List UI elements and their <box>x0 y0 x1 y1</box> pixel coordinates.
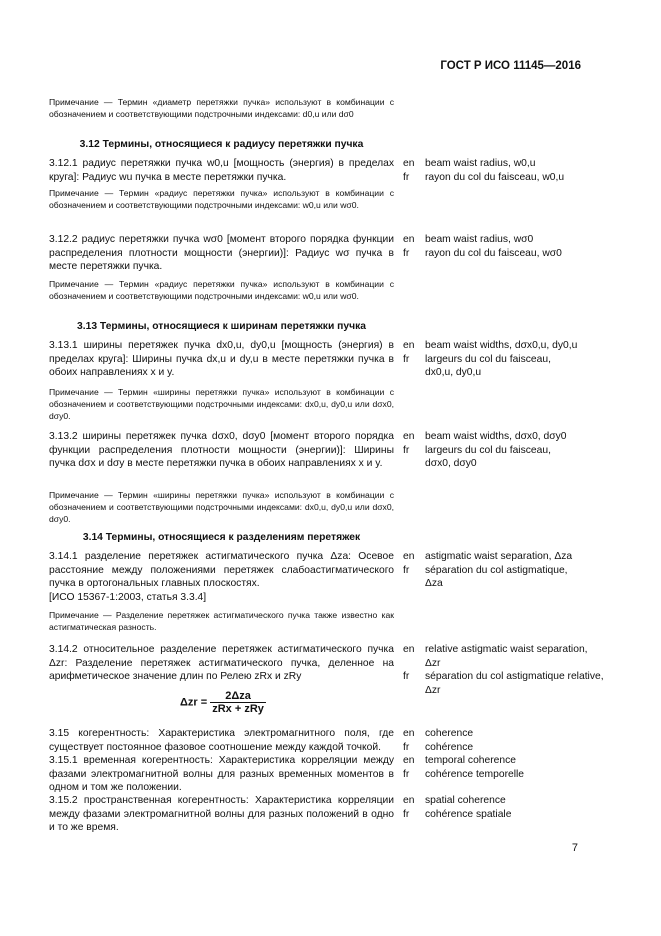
english-term: astigmatic waist separation, Δza <box>425 551 573 562</box>
english-term: temporal coherence <box>425 755 517 766</box>
lang-fr: fr <box>403 741 410 753</box>
equivalents-3-13-2 <box>425 430 605 471</box>
lang-codes <box>403 233 417 260</box>
lang-fr: fr <box>403 247 410 259</box>
term-3-14-2 <box>49 643 394 684</box>
term-3-15-2 <box>49 794 394 835</box>
lang-en: en <box>403 728 415 739</box>
equivalents-3-13-1 <box>425 339 605 380</box>
lang-codes <box>403 727 417 754</box>
equivalents-3-15 <box>425 727 605 754</box>
term-text: 3.15 когерентность: Характеристика электромагнитного поля, где существует постоянное фазовое соотношение между каждой точкой. <box>49 728 394 753</box>
note-3-13-1 <box>49 386 394 422</box>
lang-codes <box>403 754 417 781</box>
french-term-symbols: Δza <box>425 578 443 590</box>
note-text: Примечание — Термин «радиус перетяжки пучка» используют в комбинации с обозначением и соответствующими подстрочными индексами: w0,u или wσ0. <box>49 279 394 301</box>
formula-relative-waist-separation <box>180 690 266 715</box>
formula-denominator: zRx + zRy <box>212 703 264 715</box>
lang-codes <box>403 794 417 821</box>
lang-fr: fr <box>403 444 410 456</box>
lang-fr: fr <box>403 808 410 820</box>
term-3-13-2 <box>49 430 394 471</box>
english-term: beam waist radius, w0,u <box>425 158 536 169</box>
equivalents-3-12-2 <box>425 233 605 260</box>
term-text: 3.13.1 ширины перетяжек пучка dx0,u, dy0,u [мощность (энергия) в пределах круга]: Ширины пучка dx,u и dy,u в месте перетяжки пучка в обоих направлениях x и y. <box>49 340 394 379</box>
term-3-15 <box>49 727 394 754</box>
lang-codes <box>403 643 417 684</box>
french-term: séparation du col astigmatique, <box>425 564 568 576</box>
term-text: 3.12.1 радиус перетяжки пучка w0,u [мощность (энергия) в пределах круга]: Радиус wu пучка в месте перетяжки пучка. <box>49 158 394 183</box>
lang-fr: fr <box>403 768 410 780</box>
english-term: beam waist radius, wσ0 <box>425 234 534 245</box>
lang-en: en <box>403 795 415 806</box>
lang-en: en <box>403 340 415 351</box>
lang-en: en <box>403 158 415 169</box>
formula-fraction <box>210 690 266 715</box>
term-text: 3.12.2 радиус перетяжки пучка wσ0 [момент второго порядка функции распределения плотности мощности (энергии)]: Радиус wσ пучка в месте перетяжки пучка. <box>49 234 394 273</box>
lang-en: en <box>403 644 415 655</box>
note-3-14-1 <box>49 609 394 633</box>
french-term: cohérence temporelle <box>425 768 525 780</box>
term-text: 3.14.2 относительное разделение перетяжек астигматического пучка Δzr: Разделение перетяжек астигматического пучка, деленное на арифметическое значение длин по Релею zRx и zRy <box>49 644 394 683</box>
english-term: spatial coherence <box>425 795 506 806</box>
term-3-12-2 <box>49 233 394 274</box>
section-title-3-12: 3.12 Термины, относящиеся к радиусу перетяжки пучка <box>79 139 364 150</box>
english-term: beam waist widths, dσx0, dσy0 <box>425 431 567 442</box>
note-text: Примечание — Термин «ширины перетяжки пучка» используют в комбинации с обозначением и соответствующими подстрочными индексами: dx0,u, dy0,u или dσx0, dσy0. <box>49 387 394 421</box>
lang-en: en <box>403 755 415 766</box>
lang-fr: fr <box>403 353 410 365</box>
note-3-12-1 <box>49 187 394 211</box>
note-text: Примечание — Термин «ширины перетяжки пучка» используют в комбинации с обозначением и соответствующими подстрочными индексами: dx0,u, dy0,u или dσx0, dσy0. <box>49 490 394 524</box>
lang-en: en <box>403 551 415 562</box>
note-beam-waist-diameter <box>49 96 394 120</box>
term-3-14-1 <box>49 550 394 604</box>
lang-codes <box>403 157 417 184</box>
lang-fr: fr <box>403 671 410 683</box>
lang-codes <box>403 339 417 366</box>
equivalents-3-15-2 <box>425 794 605 821</box>
french-term-symbols: dσx0, dσy0 <box>425 458 477 470</box>
equivalents-3-12-1 <box>425 157 605 184</box>
french-term: rayon du col du faisceau, w0,u <box>425 171 565 183</box>
section-title-3-14: 3.14 Термины, относящиеся к разделениям перетяжек <box>82 532 361 543</box>
term-text: 3.15.2 пространственная когерентность: Характеристика корреляции между фазами электромагнитной волны для разных положений в одно и то же время. <box>49 795 394 834</box>
page-number: 7 <box>571 842 578 854</box>
lang-en: en <box>403 431 415 442</box>
document-header: ГОСТ Р ИСО 11145—2016 <box>440 60 581 72</box>
formula-lhs: Δzr = <box>180 696 208 709</box>
french-term: cohérence spatiale <box>425 808 512 820</box>
lang-codes <box>403 430 417 457</box>
lang-codes <box>403 550 417 577</box>
term-3-15-1 <box>49 754 394 795</box>
term-3-13-1 <box>49 339 394 380</box>
term-text: 3.13.2 ширины перетяжек пучка dσx0, dσy0 [момент второго порядка функции распределения плотности мощности (энергии)]: Ширины пучка dσx и dσy в месте перетяжки пучка в обоих направлениях x и y. <box>49 431 394 470</box>
term-reference: [ИСО 15367-1:2003, статья 3.3.4] <box>49 591 207 603</box>
english-term: coherence <box>425 728 474 739</box>
french-term: largeurs du col du faisceau, <box>425 444 551 456</box>
french-term: rayon du col du faisceau, wσ0 <box>425 247 562 259</box>
lang-en: en <box>403 234 415 245</box>
note-text: Примечание — Термин «радиус перетяжки пучка» используют в комбинации с обозначением и соответствующими подстрочными индексами: w0,u или wσ0. <box>49 188 394 210</box>
french-term: largeurs du col du faisceau, <box>425 353 551 365</box>
term-text: 3.14.1 разделение перетяжек астигматического пучка Δza: Осевое расстояние между положениями перетяжек слабоастигматического пучка в ортогональных главных плоскостях. <box>49 551 394 590</box>
english-term: beam waist widths, dσx0,u, dy0,u <box>425 340 578 351</box>
equivalents-3-14-2 <box>425 643 605 697</box>
section-title-3-13: 3.13 Термины, относящиеся к ширинам перетяжки пучка <box>77 321 366 332</box>
formula-numerator: 2Δza <box>210 690 266 703</box>
equivalents-3-15-1 <box>425 754 605 781</box>
lang-fr: fr <box>403 564 410 576</box>
note-3-12-2 <box>49 278 394 302</box>
term-text: 3.15.1 временная когерентность: Характеристика корреляции между фазами электромагнитной волны для разных временных моментов в одном и том же положении. <box>49 755 394 794</box>
english-term: relative astigmatic waist separation, Δzr <box>425 644 588 669</box>
equivalents-3-14-1 <box>425 550 605 591</box>
note-text: Примечание — Термин «диаметр перетяжки пучка» используют в комбинации с обозначением и соответствующими подстрочными индексами: d0,u или dσ0 <box>49 97 394 119</box>
term-3-12-1 <box>49 157 394 184</box>
note-text: Примечание — Разделение перетяжек астигматического пучка также известно как астигматическая разность. <box>49 610 394 632</box>
french-term: séparation du col astigmatique relative, Δzr <box>425 671 604 696</box>
french-term-symbols: dx0,u, dy0,u <box>425 367 482 379</box>
lang-fr: fr <box>403 171 410 183</box>
note-3-13-2 <box>49 489 394 525</box>
french-term: cohérence <box>425 741 474 753</box>
